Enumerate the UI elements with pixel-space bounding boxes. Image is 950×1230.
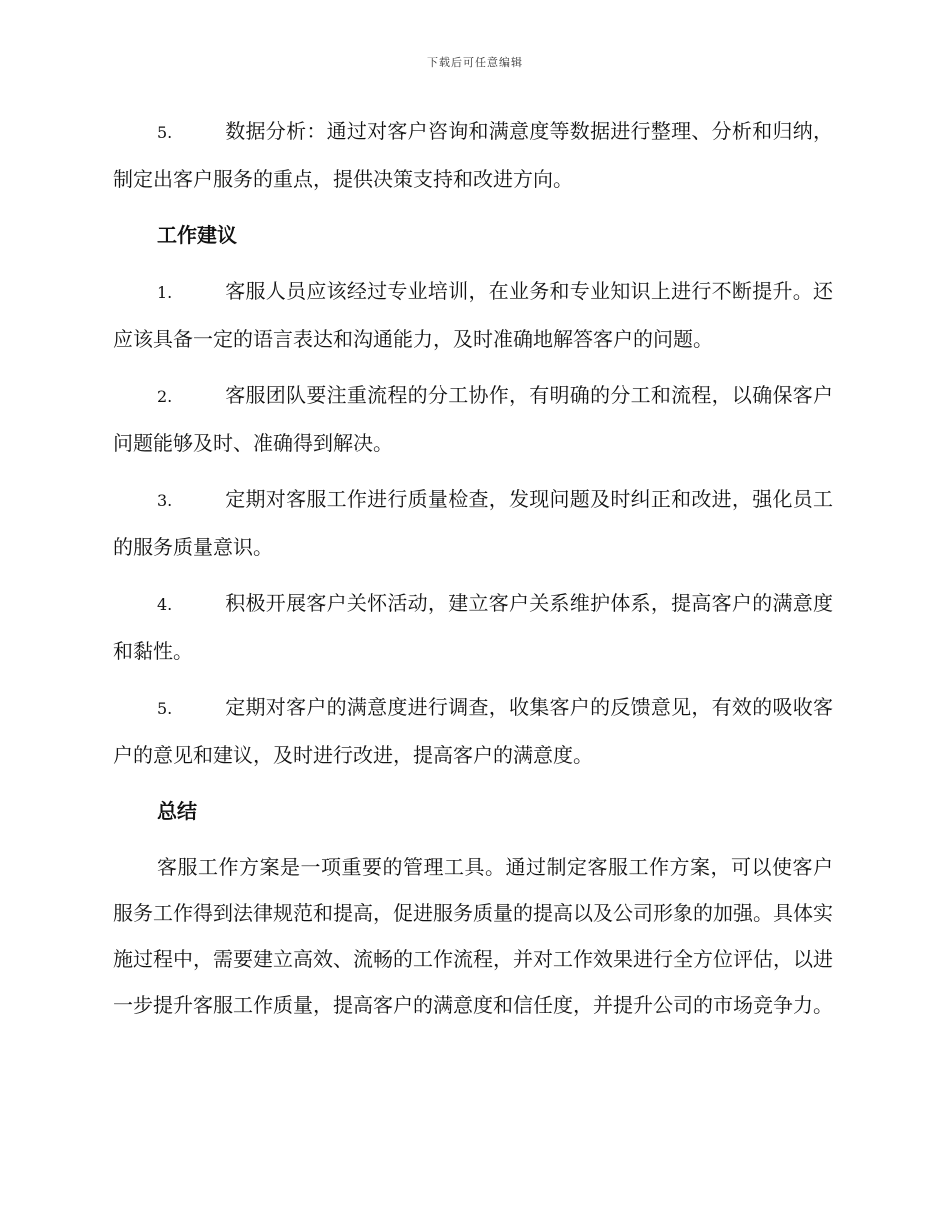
header-note: 下载后可任意编辑 [427, 56, 523, 69]
list-item-text: 客服人员应该经过专业培训，在业务和专业知识上进行不断提升。还应该具备一定的语言表达和沟通能力，及时准确地解答客户的问题。 [113, 279, 833, 351]
list-item [113, 268, 833, 362]
list-item-text: 数据分析：通过对客户咨询和满意度等数据进行整理、分析和归纳，制定出客户服务的重点，提供决策支持和改进方向。 [113, 119, 833, 191]
list-item [113, 580, 833, 674]
list-item-number: 5. [157, 123, 173, 142]
list-item-number: 5. [157, 699, 173, 718]
list-item-number: 4. [157, 595, 173, 614]
list-item-number: 2. [157, 387, 173, 406]
list-item-number: 1. [157, 283, 173, 302]
list-item [113, 684, 833, 778]
list-item-text: 积极开展客户关怀活动，建立客户关系维护体系，提高客户的满意度和黏性。 [113, 591, 833, 663]
summary-paragraph: 客服工作方案是一项重要的管理工具。通过制定客服工作方案，可以使客户服务工作得到法律规范和提高，促进服务质量的提高以及公司形象的加强。具体实施过程中，需要建立高效、流畅的工作流程，并对工作效果进行全方位评估，以进一步提升客服工作质量，提高客户的满意度和信任度，并提升公司的市场竞争力。 [113, 855, 833, 1017]
section-heading-summary: 总结 [157, 799, 197, 823]
list-item-text: 定期对客户的满意度进行调查，收集客户的反馈意见，有效的吸收客户的意见和建议，及时进行改进，提高客户的满意度。 [113, 695, 833, 767]
list-item-text: 客服团队要注重流程的分工协作，有明确的分工和流程，以确保客户问题能够及时、准确得到解决。 [113, 383, 833, 455]
document-body [113, 108, 833, 1038]
section-heading-suggestions: 工作建议 [157, 223, 237, 247]
list-item [113, 476, 833, 570]
list-item-number: 3. [157, 491, 173, 510]
list-item-text: 定期对客服工作进行质量检查，发现问题及时纠正和改进，强化员工的服务质量意识。 [113, 487, 833, 559]
list-item [113, 108, 833, 202]
list-item [113, 372, 833, 466]
